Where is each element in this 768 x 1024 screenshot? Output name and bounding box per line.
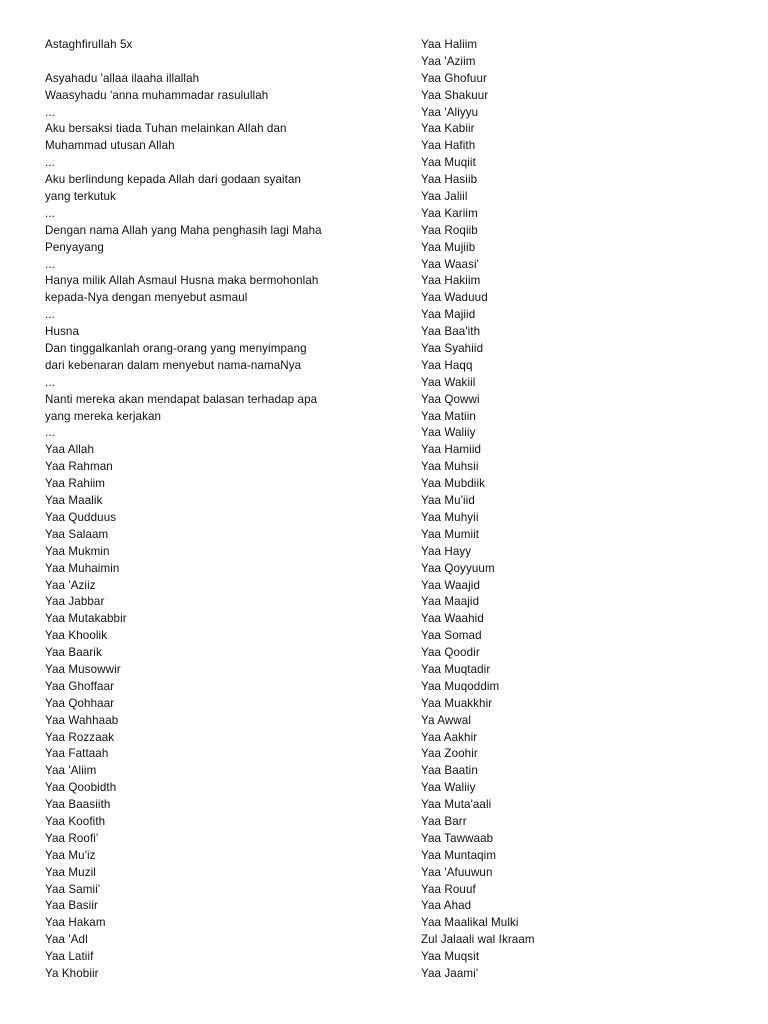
right-column-line: Yaa Hafith — [421, 139, 476, 153]
left-column-line: Yaa Maalik — [45, 494, 103, 508]
left-column-line: Nanti mereka akan mendapat balasan terhadap apa — [45, 392, 318, 406]
left-column-line: Yaa Khoolik — [45, 629, 108, 643]
left-column-line: Yaa Jabbar — [45, 595, 105, 609]
right-column-line: Yaa 'Aliyyu — [421, 105, 479, 119]
left-column-line: Yaa Koofith — [45, 814, 106, 828]
left-column-line: Yaa Wahhaab — [45, 713, 119, 727]
right-column-line: Yaa Maalikal Mulki — [421, 916, 519, 930]
right-column-line: Yaa Mubdiik — [421, 477, 486, 491]
left-column-line: Waasyhadu 'anna muhammadar rasulullah — [45, 88, 269, 102]
right-column-line: Yaa Hayy — [421, 544, 472, 558]
left-column-line: Aku berlindung kepada Allah dari godaan syaitan — [45, 173, 302, 187]
right-column-line: Yaa Hakiim — [421, 274, 481, 288]
right-column-line: Yaa Muakkhir — [421, 696, 493, 710]
left-column-line: ... — [45, 426, 55, 440]
left-column-line: ... — [45, 156, 55, 170]
left-column-line: dari kebenaran dalam menyebut nama-namaNya — [45, 358, 302, 372]
right-text-column — [421, 37, 721, 983]
right-column-line: Yaa Jaliil — [421, 190, 468, 204]
left-column-line: Yaa Mu'iz — [45, 848, 96, 862]
right-column-line: Yaa Kabiir — [421, 122, 475, 136]
right-column-line: Yaa Somad — [421, 629, 482, 643]
right-column-line: Yaa Hamiid — [421, 443, 482, 457]
left-column-line: Yaa Rozzaak — [45, 730, 115, 744]
left-column-line: Yaa Musowwir — [45, 662, 121, 676]
right-column-line: Yaa Waliiy — [421, 781, 476, 795]
left-column-line: Yaa Roofi' — [45, 831, 99, 845]
left-column-line: Yaa Latiif — [45, 950, 94, 964]
left-column-line: Astaghfirullah 5x — [45, 38, 133, 51]
left-column-line: ... — [45, 375, 55, 389]
right-column-line: Yaa Muqiit — [421, 156, 476, 170]
left-column-line: Yaa Ghoffaar — [45, 679, 115, 693]
left-column-line: Yaa Qoobidth — [45, 781, 117, 795]
right-column-line: Yaa Waasi' — [421, 257, 479, 271]
left-column-line: Yaa Rahiim — [45, 477, 106, 491]
left-column-line: Yaa Baarik — [45, 646, 102, 660]
left-column-line: yang mereka kerjakan — [45, 409, 162, 423]
right-column-line: Yaa Muqtadir — [421, 662, 491, 676]
right-column-line: Yaa Muhsii — [421, 460, 479, 474]
left-column-line: Yaa Salaam — [45, 527, 109, 541]
left-column-line: ... — [45, 257, 55, 271]
right-column-line: Yaa Waduud — [421, 291, 488, 305]
right-column-line: Zul Jalaali wal Ikraam — [421, 933, 535, 947]
left-column-line: ... — [45, 105, 55, 119]
left-column-line: ... — [45, 206, 55, 220]
right-column-line: Yaa Jaami' — [421, 966, 479, 980]
left-column-line: Dan tinggalkanlah orang-orang yang menyimpang — [45, 342, 307, 356]
right-column-line: Yaa Muhyii — [421, 510, 479, 524]
right-column-line: Yaa Maajid — [421, 595, 480, 609]
right-column-line: Yaa Matiin — [421, 409, 476, 423]
left-column-line: Yaa 'Aliim — [45, 764, 97, 778]
left-column-line: Penyayang — [45, 240, 104, 254]
right-column-line: Yaa Barr — [421, 814, 467, 828]
left-column-line: Yaa Rahman — [45, 460, 113, 474]
right-column-line: Yaa Waajid — [421, 578, 480, 592]
left-column-line: Yaa Muzil — [45, 865, 96, 879]
left-column-line: Yaa Allah — [45, 443, 95, 457]
right-column-line: Yaa Rouuf — [421, 882, 476, 896]
right-column-line: Yaa Syahiid — [421, 342, 484, 356]
right-column-line: Yaa Baa'ith — [421, 325, 481, 339]
left-column-line: yang terkutuk — [45, 190, 116, 204]
left-column-line: Yaa Qohhaar — [45, 696, 115, 710]
right-column-line: Yaa Waliiy — [421, 426, 476, 440]
left-column-line: Aku bersaksi tiada Tuhan melainkan Allah dan — [45, 122, 287, 136]
right-column-line: Yaa Ghofuur — [421, 71, 487, 85]
left-column-line: Asyahadu 'allaa ilaaha illallah — [45, 71, 200, 85]
left-column-line: Ya Khobiir — [45, 966, 99, 980]
right-column-line: Yaa 'Afuuwun — [421, 865, 493, 879]
right-column-line: Yaa Qowwi — [421, 392, 480, 406]
right-column-line: Yaa Kariim — [421, 206, 478, 220]
left-column-line: Yaa Basiir — [45, 899, 98, 913]
left-column-line: Hanya milik Allah Asmaul Husna maka bermohonlah — [45, 274, 319, 288]
right-column-line: Yaa Mu'iid — [421, 494, 475, 508]
right-column-line: Yaa Haliim — [421, 38, 478, 51]
left-column-line: Yaa 'Adl — [45, 933, 88, 947]
left-column-line: Yaa 'Aziiz — [45, 578, 96, 592]
right-column-line: Yaa Muta'aali — [421, 798, 492, 812]
left-column-line: Husna — [45, 325, 80, 339]
right-column-line: Yaa Haqq — [421, 358, 473, 372]
left-column-line: Yaa Hakam — [45, 916, 106, 930]
left-column-line: Yaa Fattaah — [45, 747, 109, 761]
right-column-line: Yaa Wakiil — [421, 375, 476, 389]
left-column-line: Dengan nama Allah yang Maha penghasih lagi Maha — [45, 223, 322, 237]
left-column-line: Yaa Samii' — [45, 882, 101, 896]
left-column-line — [45, 54, 375, 71]
right-column-line: Yaa Muqsit — [421, 950, 480, 964]
left-column-line: Muhammad utusan Allah — [45, 139, 175, 153]
right-column-line: Yaa Tawwaab — [421, 831, 494, 845]
left-column-line: kepada-Nya dengan menyebut asmaul — [45, 291, 248, 305]
right-column-line: Yaa Qoyyuum — [421, 561, 495, 575]
left-text-column — [45, 37, 375, 983]
left-column-line: Yaa Baasiith — [45, 798, 111, 812]
right-column-line: Yaa Baatin — [421, 764, 478, 778]
right-column-line: Yaa Muqoddim — [421, 679, 500, 693]
right-column-line: Yaa Zoohir — [421, 747, 478, 761]
right-column-line: Yaa Aakhir — [421, 730, 478, 744]
left-column-line: Yaa Muhaimin — [45, 561, 120, 575]
right-column-line: Yaa Mujiib — [421, 240, 476, 254]
right-column-line: Yaa Majiid — [421, 308, 476, 322]
right-column-line: Yaa Ahad — [421, 899, 472, 913]
left-column-line: Yaa Mukmin — [45, 544, 110, 558]
right-column-line: Yaa Waahid — [421, 612, 484, 626]
left-column-line: Yaa Mutakabbir — [45, 612, 127, 626]
left-column-line: ... — [45, 308, 55, 322]
right-column-line: Yaa Qoodir — [421, 646, 480, 660]
left-column-line: Yaa Qudduus — [45, 510, 117, 524]
right-column-line: Yaa Mumiit — [421, 527, 480, 541]
right-column-line: Ya Awwal — [421, 713, 471, 727]
right-column-line: Yaa Hasiib — [421, 173, 478, 187]
right-column-line: Yaa Roqiib — [421, 223, 478, 237]
right-column-line: Yaa Shakuur — [421, 88, 489, 102]
right-column-line: Yaa 'Aziim — [421, 54, 476, 68]
right-column-line: Yaa Muntaqim — [421, 848, 497, 862]
